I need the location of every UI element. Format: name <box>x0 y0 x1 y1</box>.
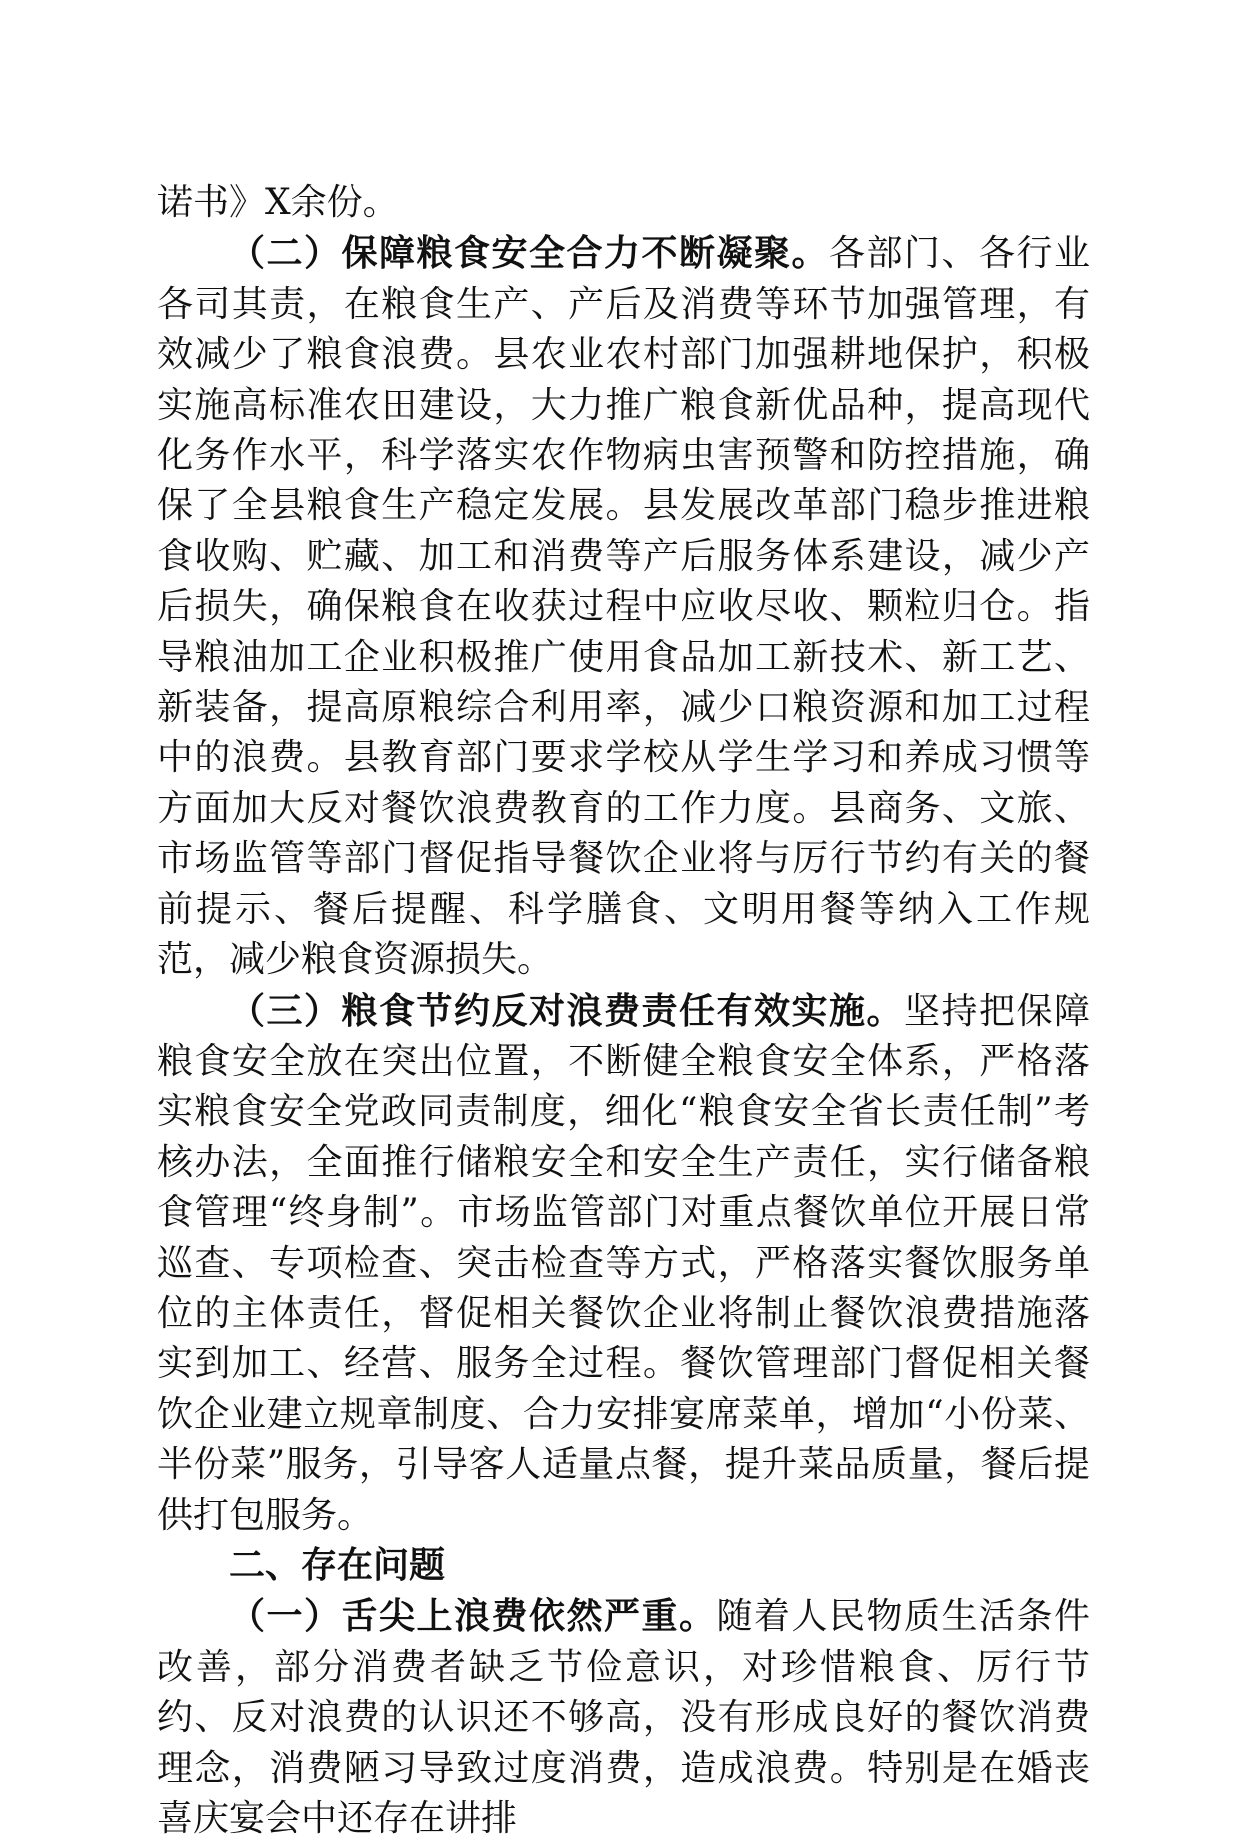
section-lead-3: （三）粮食节约反对浪费责任有效实施。 <box>229 989 904 1032</box>
document-page <box>157 178 1090 1844</box>
continuation-text: 诺书》X余份。 <box>157 182 399 223</box>
section-body-3: 坚持把保障粮食安全放在突出位置，不断健全粮食安全体系，严格落实粮食安全党政同责制度，细化“粮食安全省长责任制”考核办法，全面推行储粮安全和安全生产责任，实行储备粮食管理“终身制”。市场监管部门对重点餐饮单位开展日常巡查、专项检查、突击检查等方式，严格落实餐饮服务单位的主体责任，督促相关餐饮企业将制止餐饮浪费措施落实到加工、经营、服务全过程。餐饮管理部门督促相关餐饮企业建立规章制度、合力安排宴席菜单，增加“小份菜、半份菜”服务，引导客人适量点餐，提升菜品质量，餐后提供打包服务。 <box>157 990 1090 1536</box>
problem-body-1: 随着人民物质生活条件改善，部分消费者缺乏节俭意识，对珍惜粮食、厉行节约、反对浪费的认识还不够高，没有形成良好的餐饮消费理念，消费陋习导致过度消费，造成浪费。特别是在婚丧喜庆宴会中还存在讲排 <box>157 1596 1090 1839</box>
section-paragraph-2 <box>157 228 1090 985</box>
continuation-paragraph <box>157 178 1090 228</box>
section-lead-2: （二）保障粮食安全合力不断凝聚。 <box>229 232 829 275</box>
problem-paragraph-1 <box>157 1591 1090 1844</box>
section-heading-problems: 二、存在问题 <box>229 1544 446 1586</box>
section-paragraph-3 <box>157 986 1090 1541</box>
problem-lead-1: （一）舌尖上浪费依然严重。 <box>229 1595 717 1638</box>
section-body-2: 各部门、各行业各司其责，在粮食生产、产后及消费等环节加强管理，有效减少了粮食浪费。县农业农村部门加强耕地保护，积极实施高标准农田建设，大力推广粮食新优品种，提高现代化务作水平，科学落实农作物病虫害预警和防控措施，确保了全县粮食生产稳定发展。县发展改革部门稳步推进粮食收购、贮藏、加工和消费等产后服务体系建设，减少产后损失，确保粮食在收获过程中应收尽收、颗粒归仓。指导粮油加工企业积极推广使用食品加工新技术、新工艺、新装备，提高原粮综合利用率，减少口粮资源和加工过程中的浪费。县教育部门要求学校从学生学习和养成习惯等方面加大反对餐饮浪费教育的工作力度。县商务、文旅、市场监管等部门督促指导餐饮企业将与厉行节约有关的餐前提示、餐后提醒、科学膳食、文明用餐等纳入工作规范，减少粮食资源损失。 <box>157 233 1090 981</box>
